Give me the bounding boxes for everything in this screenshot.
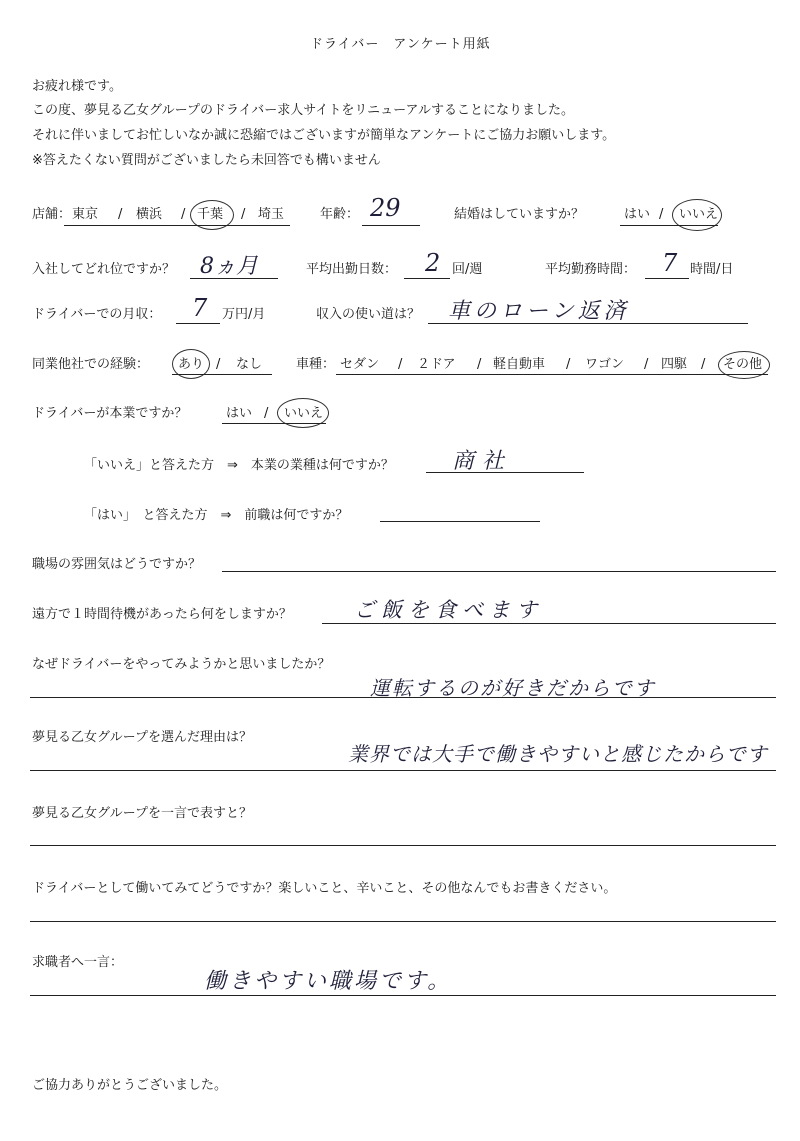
- car-sep-3: /: [566, 357, 571, 372]
- hours-underline: [645, 278, 689, 279]
- hours-unit: 時間/日: [690, 262, 734, 277]
- why-group-answer[interactable]: 業界では大手で働きやすいと感じたからです: [348, 742, 768, 766]
- one-word-label: 夢見る乙女グループを一言で表すと？: [32, 806, 252, 821]
- one-word-underline: [30, 845, 776, 846]
- wait-label: 遠方で１時間待機があったら何をしますか？: [32, 607, 292, 622]
- store-option-yokohama[interactable]: 横浜: [136, 207, 163, 222]
- usage-underline: [428, 323, 748, 324]
- main-job-underline: [222, 423, 326, 424]
- store-sep-1: /: [118, 207, 123, 222]
- experience-label: 同業他社での経験：: [32, 357, 150, 372]
- if-yes-underline: [380, 521, 540, 522]
- usage-label: 収入の使い道は？: [316, 307, 421, 322]
- why-group-label: 夢見る乙女グループを選んだ理由は？: [32, 730, 252, 745]
- store-underline: [64, 225, 290, 226]
- atmosphere-underline: [222, 571, 776, 572]
- form-title: ドライバー アンケート用紙: [310, 37, 491, 52]
- why-group-underline: [30, 770, 776, 771]
- why-driver-answer[interactable]: 運転するのが好きだからです: [370, 676, 656, 700]
- age-answer[interactable]: 29: [370, 194, 401, 222]
- store-option-tokyo[interactable]: 東京: [72, 207, 99, 222]
- car-sep-5: /: [701, 357, 706, 372]
- car-option-other[interactable]: その他: [723, 357, 763, 372]
- car-option-2door[interactable]: ２ドア: [417, 357, 456, 372]
- car-label: 車種：: [296, 357, 336, 372]
- married-label: 結婚はしていますか？: [454, 207, 585, 222]
- store-sep-2: /: [181, 207, 186, 222]
- store-label: 店舗：: [32, 207, 72, 222]
- age-underline: [362, 225, 420, 226]
- car-sep-2: /: [477, 357, 482, 372]
- income-underline: [176, 323, 220, 324]
- car-option-kei[interactable]: 軽自動車: [493, 357, 546, 372]
- income-unit: 万円/月: [222, 307, 266, 322]
- tenure-answer[interactable]: 8ヵ月: [200, 254, 258, 279]
- store-option-chiba[interactable]: 千葉: [197, 207, 224, 222]
- if-no-underline: [426, 472, 584, 473]
- married-selected-mark: [672, 199, 722, 231]
- intro-line-2: この度、夢見る乙女グループのドライバー求人サイトをリニューアルすることになりました。: [32, 103, 574, 118]
- message-underline: [30, 995, 776, 996]
- atmosphere-label: 職場の雰囲気はどうですか？: [32, 557, 202, 572]
- married-underline: [620, 225, 718, 226]
- feelings-label: ドライバーとして働いてみてどうですか？楽しいこと、辛いこと、その他なんでもお書きください。: [32, 881, 617, 896]
- if-no-label: 「いいえ」と答えた方 ⇒ 本業の業種は何ですか？: [84, 458, 394, 473]
- married-sep: /: [659, 207, 664, 222]
- store-sep-3: /: [241, 207, 246, 222]
- main-job-no[interactable]: いいえ: [284, 406, 324, 421]
- message-label: 求職者へ一言：: [32, 955, 124, 970]
- why-driver-underline: [30, 697, 776, 698]
- married-yes[interactable]: はい: [624, 207, 651, 222]
- days-underline: [404, 278, 450, 279]
- closing-text: ご協力ありがとうございました。: [32, 1078, 228, 1093]
- days-answer[interactable]: 2: [425, 249, 441, 277]
- wait-answer[interactable]: ご飯を食べます: [354, 598, 543, 622]
- store-option-saitama[interactable]: 埼玉: [258, 207, 285, 222]
- wait-underline: [322, 623, 776, 624]
- income-answer[interactable]: 7: [192, 294, 208, 322]
- why-driver-label: なぜドライバーをやってみようかと思いましたか？: [32, 657, 331, 672]
- car-sep-4: /: [644, 357, 649, 372]
- usage-answer[interactable]: 車のローン返済: [448, 299, 630, 324]
- car-option-4wd[interactable]: 四駆: [661, 357, 688, 372]
- age-label: 年齢：: [320, 207, 360, 222]
- days-unit: 回/週: [452, 262, 483, 277]
- message-answer[interactable]: 働きやすい職場です。: [204, 969, 453, 994]
- feelings-underline: [30, 921, 776, 922]
- intro-line-3: それに伴いましてお忙しいなか誠に恐縮ではございますが簡単なアンケートにご協力お願いします。: [32, 128, 616, 143]
- intro-line-1: お疲れ様です。: [32, 79, 122, 94]
- if-yes-label: 「はい」 と答えた方 ⇒ 前職は何ですか？: [84, 508, 349, 523]
- experience-yes[interactable]: あり: [178, 357, 205, 372]
- if-no-answer[interactable]: 商社: [452, 449, 513, 474]
- car-underline: [336, 374, 768, 375]
- hours-answer[interactable]: 7: [662, 249, 678, 277]
- main-job-yes[interactable]: はい: [226, 406, 253, 421]
- experience-underline: [172, 374, 272, 375]
- tenure-label: 入社してどれ位ですか？: [32, 262, 176, 277]
- days-label: 平均出勤日数：: [306, 262, 398, 277]
- intro-line-4: ※答えたくない質問がございましたら未回答でも構いません: [32, 153, 381, 168]
- experience-no[interactable]: なし: [236, 357, 263, 372]
- car-option-wagon[interactable]: ワゴン: [585, 357, 625, 372]
- married-no[interactable]: いいえ: [679, 207, 719, 222]
- hours-label: 平均勤務時間：: [545, 262, 637, 277]
- tenure-underline: [190, 278, 278, 279]
- income-label: ドライバーでの月収：: [32, 307, 162, 322]
- main-job-label: ドライバーが本業ですか？: [32, 406, 188, 421]
- car-sep-1: /: [398, 357, 403, 372]
- car-option-sedan[interactable]: セダン: [340, 357, 380, 372]
- experience-sep: /: [216, 357, 221, 372]
- main-job-sep: /: [264, 406, 269, 421]
